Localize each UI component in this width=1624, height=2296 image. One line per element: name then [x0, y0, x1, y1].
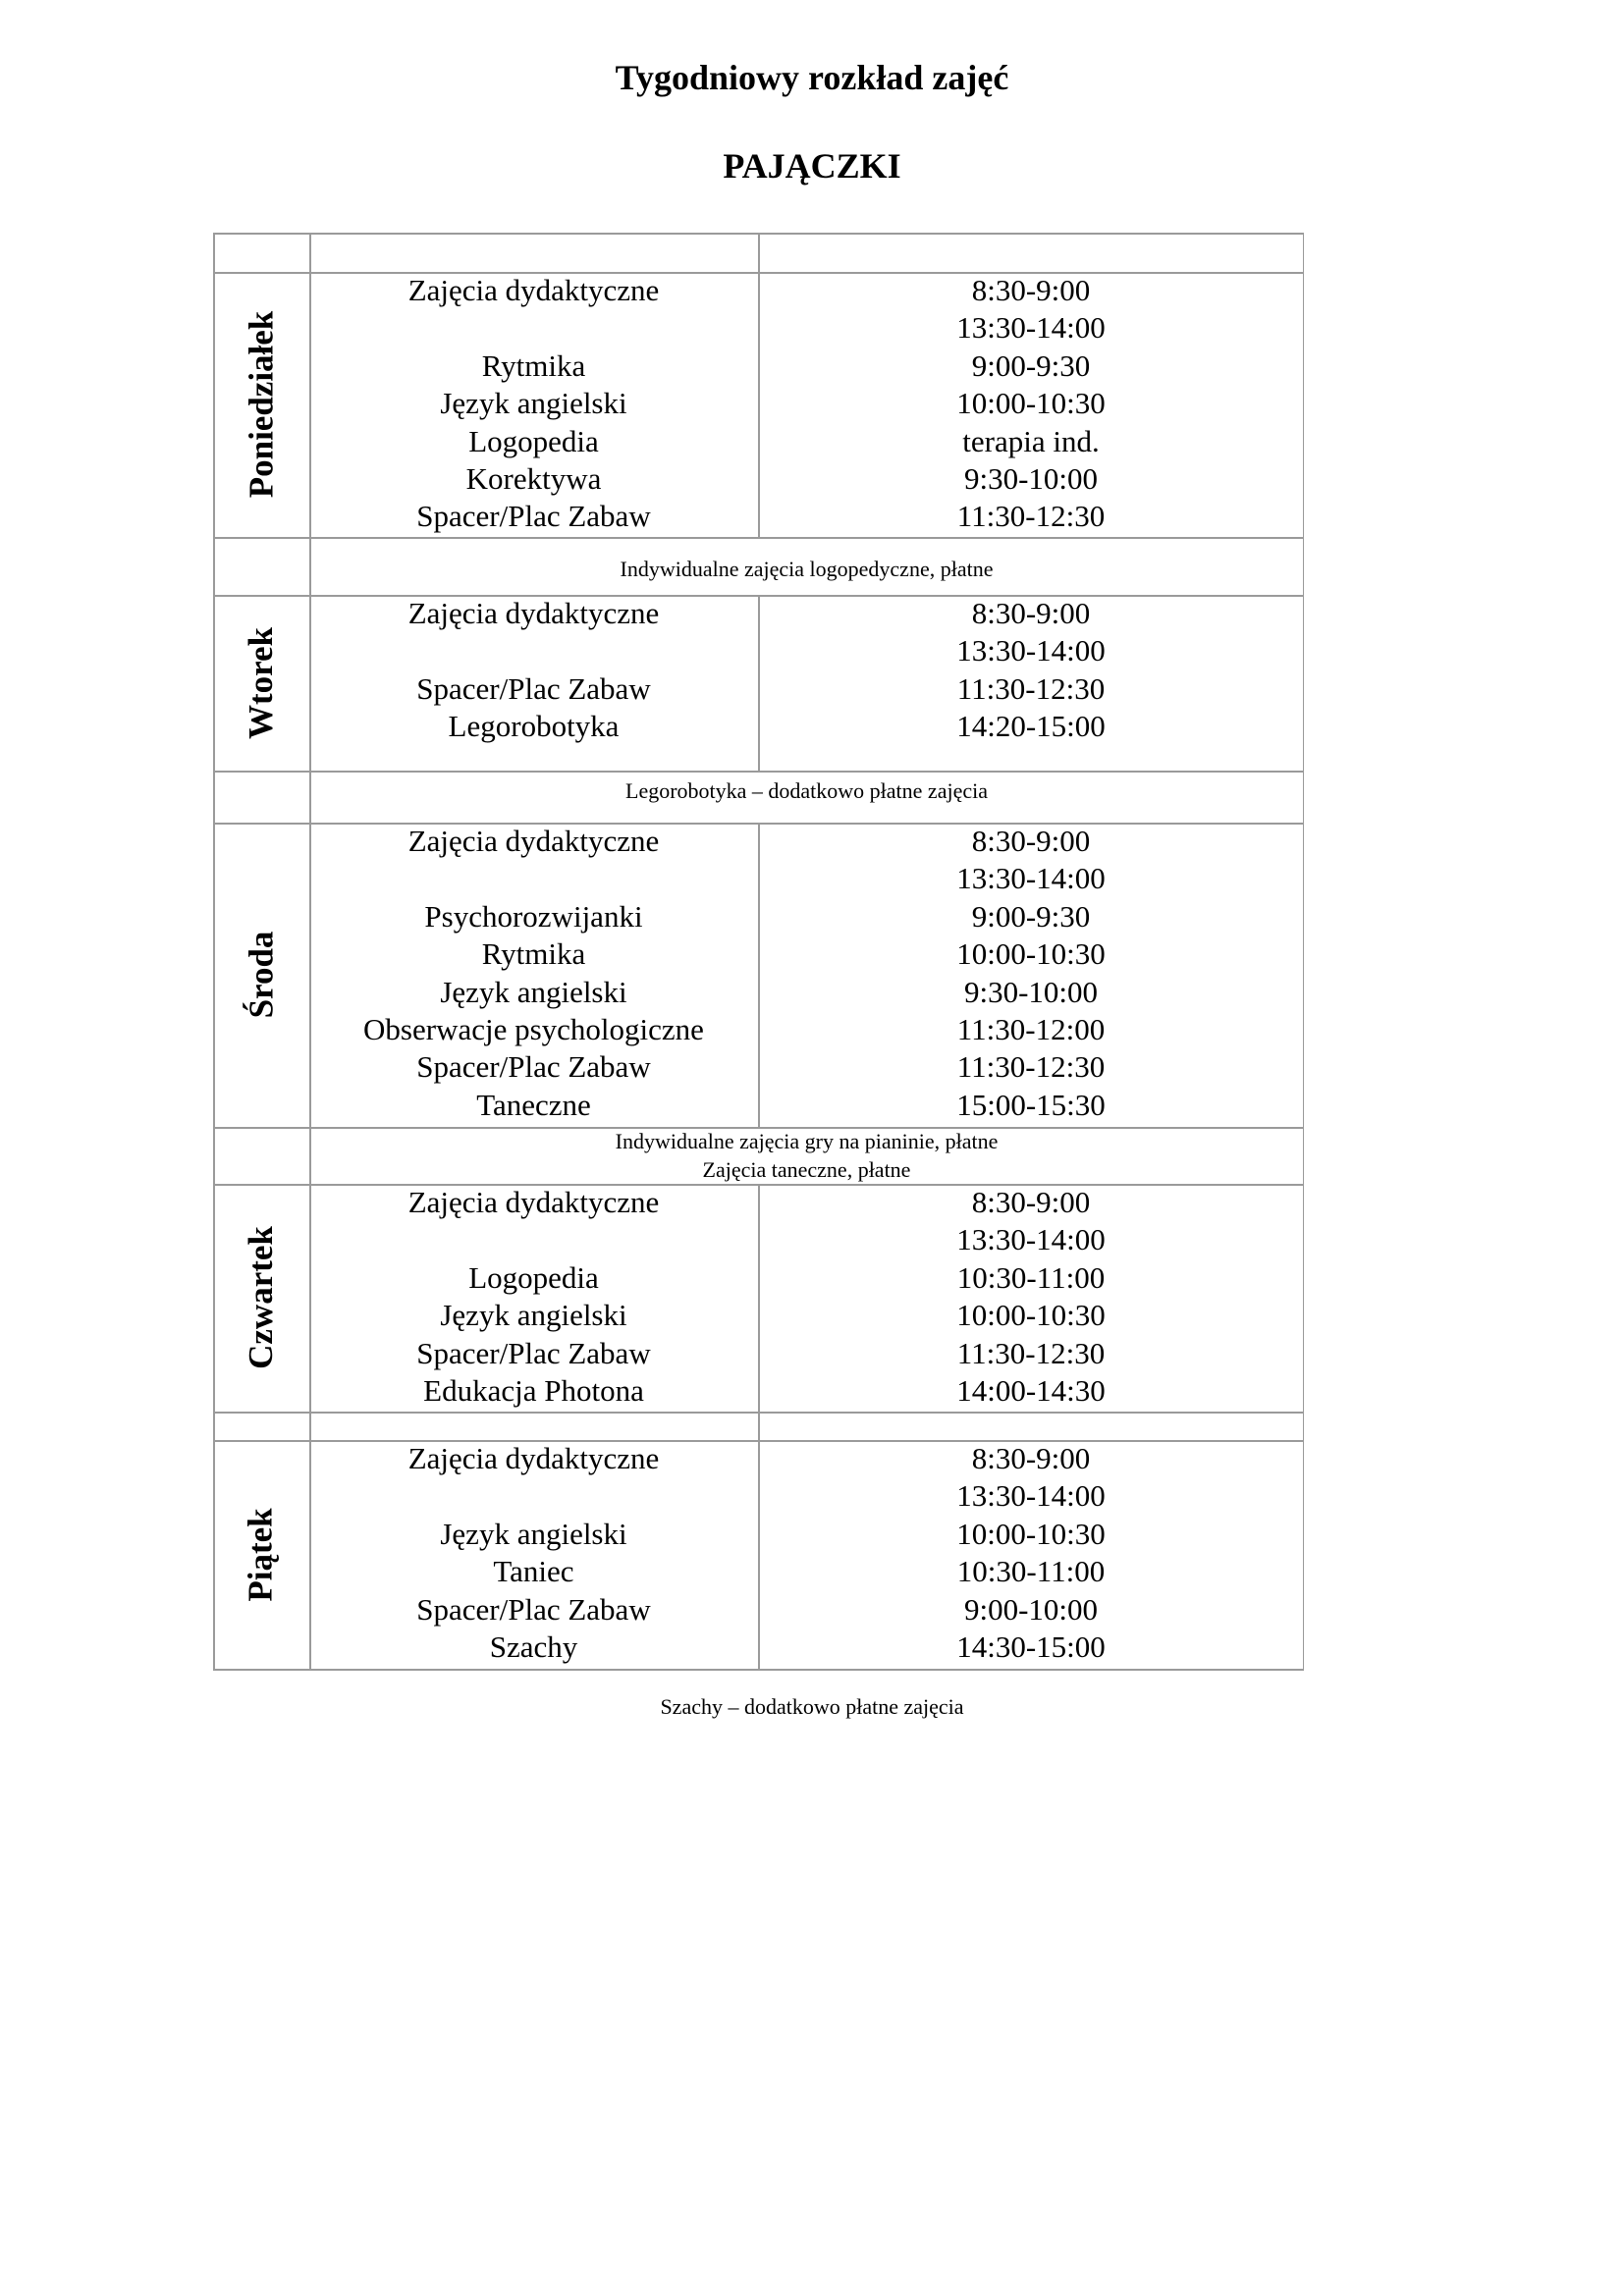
time-range: 11:30-12:30 — [956, 670, 1106, 706]
time-range: 10:00-10:30 — [956, 1516, 1106, 1551]
activity-name: Zajęcia dydaktyczne — [407, 1441, 660, 1475]
activity-name: Logopedia — [468, 423, 599, 458]
column-rule — [309, 1184, 311, 1412]
time-range: terapia ind. — [962, 423, 1100, 458]
column-rule — [213, 771, 215, 823]
time-range: 13:30-14:00 — [956, 861, 1106, 896]
group-name: PAJĄCZKI — [723, 146, 901, 186]
time-range: 15:00-15:30 — [956, 1087, 1106, 1122]
activities-cell — [309, 1440, 758, 1666]
activity-name: Spacer/Plac Zabaw — [416, 499, 651, 534]
activity-name — [309, 632, 758, 669]
column-rule — [309, 595, 311, 771]
time-range: 14:30-15:00 — [956, 1629, 1106, 1664]
column-rule — [758, 1184, 760, 1412]
note-line: Indywidualne zajęcia gry na pianinie, płatne — [615, 1129, 999, 1153]
day-note — [309, 776, 1304, 805]
activity-name: Język angielski — [440, 1298, 627, 1333]
time-range: 8:30-9:00 — [971, 1185, 1091, 1219]
column-rule — [309, 823, 311, 1127]
column-rule — [1303, 233, 1305, 272]
day-label — [213, 1440, 309, 1669]
note-line: Legorobotyka – dodatkowo płatne zajęcia — [625, 778, 988, 803]
column-rule — [309, 233, 311, 272]
time-range: 9:00-9:30 — [971, 898, 1091, 934]
activity-name: Język angielski — [440, 974, 627, 1009]
column-rule — [1303, 1412, 1305, 1440]
activity-name: Zajęcia dydaktyczne — [407, 273, 660, 307]
activity-name — [309, 309, 758, 347]
time-range: 14:20-15:00 — [956, 709, 1106, 744]
activity-name: Język angielski — [440, 1516, 627, 1551]
column-rule — [758, 1412, 760, 1440]
activity-name: Spacer/Plac Zabaw — [416, 1591, 651, 1627]
column-rule — [213, 1412, 215, 1440]
day-name: Czwartek — [242, 1226, 280, 1369]
column-rule — [1303, 823, 1305, 1127]
table-rule — [213, 771, 1304, 773]
column-rule — [758, 233, 760, 272]
schedule-table — [213, 233, 1304, 1666]
column-rule — [213, 1440, 215, 1669]
column-rule — [309, 1412, 311, 1440]
column-rule — [309, 272, 311, 537]
column-rule — [213, 537, 215, 595]
time-range: 9:30-10:00 — [963, 974, 1099, 1009]
table-rule — [213, 537, 1304, 539]
activity-name: Zajęcia dydaktyczne — [407, 596, 660, 630]
activities-cell — [309, 595, 758, 746]
time-range: 8:30-9:00 — [971, 1441, 1091, 1475]
activity-name: Zajęcia dydaktyczne — [407, 1185, 660, 1219]
time-range: 14:00-14:30 — [956, 1372, 1106, 1408]
time-range: 9:00-9:30 — [971, 347, 1091, 383]
column-rule — [1303, 595, 1305, 771]
activity-name — [309, 1477, 758, 1515]
day-label — [213, 823, 309, 1127]
column-rule — [1303, 272, 1305, 537]
activity-name: Język angielski — [440, 386, 627, 421]
activity-name: Taniec — [493, 1554, 574, 1589]
time-range: 13:30-14:00 — [956, 310, 1106, 346]
time-range: 8:30-9:00 — [971, 273, 1091, 307]
time-range: 11:30-12:30 — [956, 499, 1106, 534]
day-label — [213, 595, 309, 771]
day-label — [213, 1184, 309, 1412]
table-rule — [213, 1669, 1304, 1671]
activity-name: Psychorozwijanki — [424, 898, 643, 934]
times-cell — [758, 595, 1304, 746]
day-name: Poniedziałek — [242, 310, 280, 499]
activity-name: Rytmika — [481, 936, 586, 972]
time-range: 8:30-9:00 — [971, 596, 1091, 630]
note-line: Zajęcia taneczne, płatne — [702, 1157, 911, 1182]
day-name: Środa — [242, 931, 280, 1019]
note-line: Indywidualne zajęcia logopedyczne, płatne — [620, 557, 994, 581]
column-rule — [213, 1184, 215, 1412]
time-range: 9:30-10:00 — [963, 460, 1099, 496]
day-name: Wtorek — [242, 626, 280, 739]
time-range: 11:30-12:30 — [956, 1335, 1106, 1370]
activity-name — [309, 1221, 758, 1258]
activity-name: Korektywa — [465, 460, 602, 496]
day-note — [309, 1127, 1304, 1184]
time-range: 13:30-14:00 — [956, 1478, 1106, 1514]
activities-cell — [309, 1184, 758, 1410]
activity-name — [309, 860, 758, 897]
activity-name: Legorobotyka — [448, 709, 620, 744]
column-rule — [758, 823, 760, 1127]
activity-name: Logopedia — [468, 1259, 599, 1295]
times-cell — [758, 272, 1304, 536]
time-range: 13:30-14:00 — [956, 633, 1106, 668]
day-note — [309, 555, 1304, 583]
activity-name: Spacer/Plac Zabaw — [416, 1335, 651, 1370]
column-rule — [213, 595, 215, 771]
time-range: 10:30-11:00 — [956, 1554, 1106, 1589]
activities-cell — [309, 272, 758, 536]
times-cell — [758, 823, 1304, 1124]
column-rule — [213, 823, 215, 1127]
activity-name: Obserwacje psychologiczne — [363, 1011, 704, 1046]
footer-note: Szachy – dodatkowo płatne zajęcia — [660, 1694, 964, 1719]
column-rule — [309, 1440, 311, 1669]
day-name: Piątek — [241, 1507, 280, 1602]
activity-name: Rytmika — [481, 347, 586, 383]
day-label — [213, 272, 309, 537]
column-rule — [758, 1440, 760, 1669]
column-rule — [213, 272, 215, 537]
column-rule — [213, 1127, 215, 1184]
column-rule — [758, 272, 760, 537]
activity-name: Spacer/Plac Zabaw — [416, 1049, 651, 1085]
activities-cell — [309, 823, 758, 1124]
time-range: 11:30-12:30 — [956, 1049, 1106, 1085]
times-cell — [758, 1440, 1304, 1666]
activity-name: Zajęcia dydaktyczne — [407, 824, 660, 858]
time-range: 13:30-14:00 — [956, 1222, 1106, 1257]
time-range: 10:00-10:30 — [956, 386, 1106, 421]
activity-name: Spacer/Plac Zabaw — [416, 670, 651, 706]
column-rule — [1303, 1440, 1305, 1669]
column-rule — [213, 233, 215, 272]
activity-name: Szachy — [489, 1629, 578, 1664]
time-range: 8:30-9:00 — [971, 824, 1091, 858]
column-rule — [1303, 1184, 1305, 1412]
time-range: 10:30-11:00 — [956, 1259, 1106, 1295]
times-cell — [758, 1184, 1304, 1410]
time-range: 10:00-10:30 — [956, 1298, 1106, 1333]
page-title: Tygodniowy rozkład zajęć — [615, 58, 1009, 97]
column-rule — [758, 595, 760, 771]
activity-name: Edukacja Photona — [423, 1372, 644, 1408]
activity-name: Taneczne — [476, 1087, 591, 1122]
time-range: 10:00-10:30 — [956, 936, 1106, 972]
time-range: 11:30-12:00 — [956, 1011, 1106, 1046]
time-range: 9:00-10:00 — [963, 1591, 1099, 1627]
